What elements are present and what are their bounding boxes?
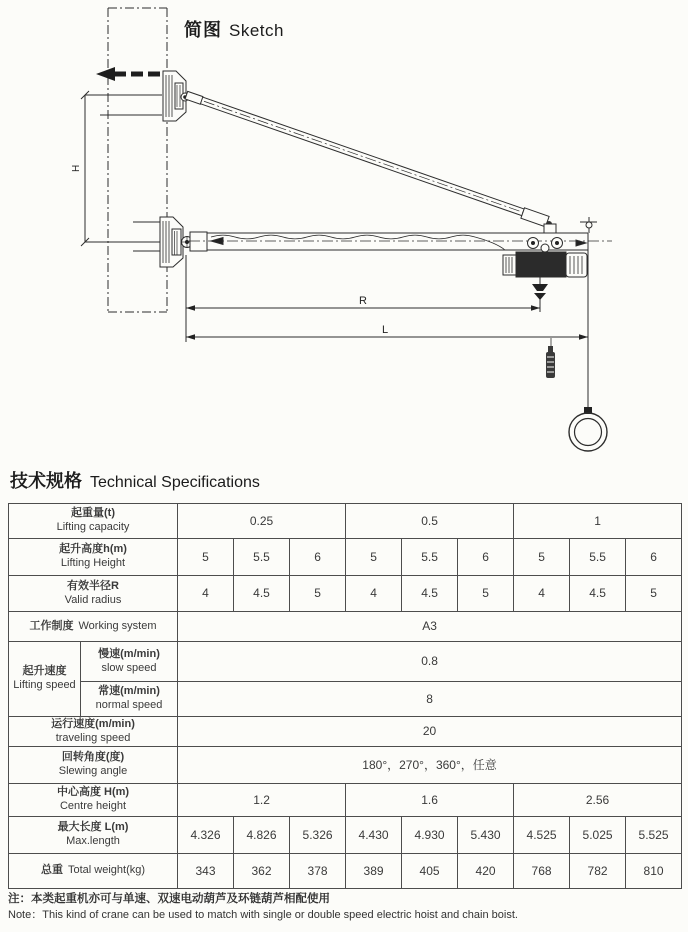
section-heading (10, 467, 260, 493)
total-weight-value: 378 (290, 854, 346, 889)
label-en: Centre height (59, 800, 127, 812)
max-length-value: 4.826 (234, 817, 290, 854)
total-weight-value: 405 (402, 854, 458, 889)
row-lifting-capacity (9, 504, 682, 539)
max-length-value: 4.430 (346, 817, 402, 854)
normal-speed-value: 8 (178, 682, 682, 717)
label-normal-speed (81, 682, 178, 717)
crane-sketch-drawing (0, 0, 688, 462)
sketch-title-zh: 简图 (184, 20, 222, 40)
height-value: 5.5 (570, 539, 626, 576)
footnote-zh: 注：本类起重机亦可与单速、双速电动葫芦及环链葫芦相配使用 (8, 893, 330, 905)
row-working-system (9, 612, 682, 642)
traveling-speed-value: 20 (178, 717, 682, 747)
max-length-value: 4.525 (514, 817, 570, 854)
dimension-r (186, 295, 540, 311)
radius-value: 5 (290, 576, 346, 612)
row-slow-speed (9, 642, 682, 682)
centre-height-value: 1.6 (346, 784, 514, 817)
row-normal-speed (9, 682, 682, 717)
label-en: Valid radius (64, 593, 122, 606)
tie-rod (185, 91, 552, 227)
capacity-value: 0.5 (346, 504, 514, 539)
label-lifting-capacity (9, 504, 178, 539)
slow-speed-value: 0.8 (178, 642, 682, 682)
label-slewing-angle (9, 747, 178, 784)
radius-value: 4 (178, 576, 234, 612)
working-system-value: A3 (178, 612, 682, 642)
total-weight-value: 768 (514, 854, 570, 889)
label-working-system (9, 612, 178, 642)
height-value: 5 (514, 539, 570, 576)
label-zh: 总重 (40, 864, 63, 877)
label-centre-height (9, 784, 178, 817)
label-en: Slewing angle (58, 765, 128, 777)
total-weight-value: 782 (570, 854, 626, 889)
radius-value: 4 (514, 576, 570, 612)
label-en: Total weight(kg) (67, 864, 146, 877)
label-traveling-speed (9, 717, 178, 747)
height-value: 6 (458, 539, 514, 576)
centre-height-value: 2.56 (514, 784, 682, 817)
height-value: 5 (178, 539, 234, 576)
label-zh: 回转角度(度) (61, 751, 125, 764)
label-en: traveling speed (55, 731, 131, 744)
section-heading-en: Technical Specifications (90, 474, 260, 491)
dimension-h (71, 91, 89, 246)
height-value: 6 (626, 539, 682, 576)
label-max-length (9, 817, 178, 854)
total-weight-value: 389 (346, 854, 402, 889)
label-en: slow speed (101, 661, 157, 674)
total-weight-value: 420 (458, 854, 514, 889)
total-weight-value: 362 (234, 854, 290, 889)
dim-label-l: L (382, 324, 389, 336)
footnote-en: Note：This kind of crane can be used to match with single or double speed electric hoist and chain boist. (8, 908, 518, 921)
label-en: Lifting speed (13, 679, 76, 691)
label-lifting-height (9, 539, 178, 576)
label-zh: 起重量(t) (71, 507, 115, 520)
label-total-weight (9, 854, 178, 889)
radius-value: 4.5 (570, 576, 626, 612)
capacity-value: 1 (514, 504, 682, 539)
row-total-weight (9, 854, 682, 889)
row-valid-radius (9, 576, 682, 612)
technical-specifications-table (8, 503, 682, 889)
label-valid-radius (9, 576, 178, 612)
dimension-l (186, 324, 588, 340)
height-value: 6 (290, 539, 346, 576)
hook (532, 277, 548, 300)
max-length-value: 4.930 (402, 817, 458, 854)
lifting-ring (569, 407, 607, 451)
label-zh: 常速(m/min) (98, 685, 160, 698)
height-value: 5.5 (234, 539, 290, 576)
label-zh: 最大长度 L(m) (57, 821, 129, 834)
centre-height-value: 1.2 (178, 784, 346, 817)
row-lifting-height (9, 539, 682, 576)
radius-value: 5 (626, 576, 682, 612)
label-lifting-speed (9, 642, 81, 717)
capacity-value: 0.25 (178, 504, 346, 539)
label-zh: 慢速(m/min) (98, 647, 160, 660)
label-zh: 有效半径R (67, 579, 119, 592)
mounting-bracket-top (163, 71, 189, 121)
label-zh: 起升速度 (22, 665, 67, 678)
row-traveling-speed (9, 717, 682, 747)
label-zh: 起升高度h(m) (59, 543, 127, 556)
radius-value: 5 (458, 576, 514, 612)
max-length-value: 5.525 (626, 817, 682, 854)
label-zh: 运行速度(m/min) (51, 717, 135, 730)
height-value: 5.5 (402, 539, 458, 576)
electric-hoist (503, 238, 587, 278)
label-en: Working system (78, 619, 157, 632)
crane-sketch (0, 0, 688, 462)
max-length-value: 5.430 (458, 817, 514, 854)
label-en: Max.length (66, 835, 120, 847)
pendant-control (546, 338, 555, 378)
max-length-value: 5.326 (290, 817, 346, 854)
max-length-value: 4.326 (178, 817, 234, 854)
label-zh: 中心高度 H(m) (56, 786, 130, 799)
height-value: 5 (346, 539, 402, 576)
sketch-title-en: Sketch (229, 21, 284, 40)
label-slow-speed (81, 642, 178, 682)
total-weight-value: 343 (178, 854, 234, 889)
wall-column (108, 8, 167, 312)
label-zh: 工作制度 (29, 619, 74, 632)
row-slewing-angle (9, 747, 682, 784)
sketch-title (184, 16, 284, 42)
label-en: Lifting capacity (56, 521, 130, 533)
dim-label-r: R (359, 295, 367, 307)
anchor-arrow (96, 67, 167, 81)
label-en: Lifting Height (60, 557, 126, 569)
row-max-length (9, 817, 682, 854)
dim-label-h: H (71, 164, 82, 172)
slewing-angle-value: 180°，270°，360°，任意 (178, 747, 682, 784)
mounting-bracket-bottom (160, 217, 193, 267)
radius-value: 4.5 (402, 576, 458, 612)
radius-value: 4 (346, 576, 402, 612)
section-heading-zh: 技术规格 (10, 471, 82, 491)
row-centre-height (9, 784, 682, 817)
footnote (8, 892, 518, 922)
label-en: normal speed (95, 699, 163, 711)
max-length-value: 5.025 (570, 817, 626, 854)
total-weight-value: 810 (626, 854, 682, 889)
radius-value: 4.5 (234, 576, 290, 612)
